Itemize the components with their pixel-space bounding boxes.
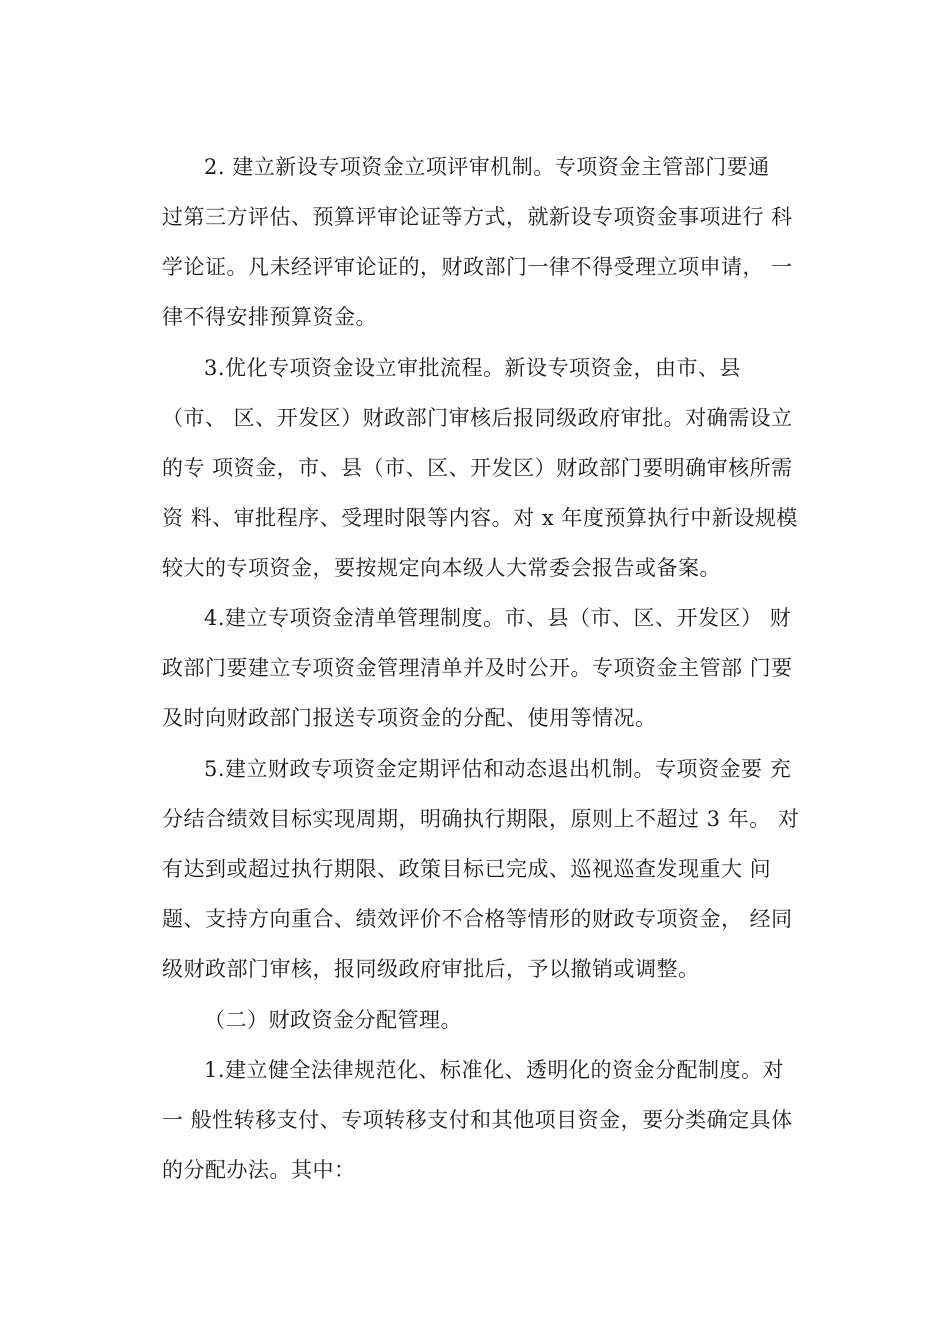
- paragraph-2-line-4: 律不得安排预算资金。: [162, 305, 377, 329]
- paragraph-1-line-3: 的分配办法。其中：: [162, 1158, 356, 1182]
- paragraph-2-line-1: 2. 建立新设专项资金立项评审机制。专项资金主管部门要通: [204, 155, 770, 179]
- paragraph-5-line-3: 有达到或超过执行期限、政策目标已完成、巡视巡查发现重大 问: [162, 857, 772, 881]
- paragraph-5-line-5: 级财政部门审核，报同级政府审批后，予以撤销或调整。: [162, 957, 700, 981]
- paragraph-3-line-4: 资 料、审批程序、受理时限等内容。对 x 年度预算执行中新设规模: [162, 506, 798, 530]
- paragraph-3-line-2: （市、 区、开发区）财政部门审核后报同级政府审批。对确需设立: [162, 406, 793, 430]
- paragraph-1-line-2: 一 般性转移支付、专项转移支付和其他项目资金，要分类确定具体: [162, 1108, 793, 1132]
- paragraph-4-line-1: 4.建立专项资金清单管理制度。市、县（市、区、开发区） 财: [204, 606, 792, 630]
- paragraph-3-line-1: 3.优化专项资金设立审批流程。新设专项资金，由市、县: [204, 356, 742, 380]
- paragraph-3-line-5: 较大的专项资金，要按规定向本级人大常委会报告或备案。: [162, 556, 721, 580]
- paragraph-5-line-2: 分结合绩效目标实现周期，明确执行期限，原则上不超过 3 年。 对: [162, 807, 800, 831]
- paragraph-2-line-2: 过第三方评估、预算评审论证等方式，就新设专项资金事项进行 科: [162, 205, 793, 229]
- paragraph-4-line-3: 及时向财政部门报送专项资金的分配、使用等情况。: [162, 706, 657, 730]
- paragraph-2-line-3: 学论证。凡未经评审论证的，财政部门一律不得受理立项申请， 一: [162, 255, 793, 279]
- paragraph-1-line-1: 1.建立健全法律规范化、标准化、透明化的资金分配制度。对: [204, 1058, 785, 1082]
- paragraph-5-line-1: 5.建立财政专项资金定期评估和动态退出机制。专项资金要 充: [204, 757, 792, 781]
- section-heading: （二）财政资金分配管理。: [204, 1008, 462, 1032]
- paragraph-5-line-4: 题、支持方向重合、绩效评价不合格等情形的财政专项资金， 经同: [162, 907, 793, 931]
- paragraph-3-line-3: 的专 项资金，市、县（市、区、开发区）财政部门要明确审核所需: [162, 456, 793, 480]
- paragraph-4-line-2: 政部门要建立专项资金管理清单并及时公开。专项资金主管部 门要: [162, 656, 793, 680]
